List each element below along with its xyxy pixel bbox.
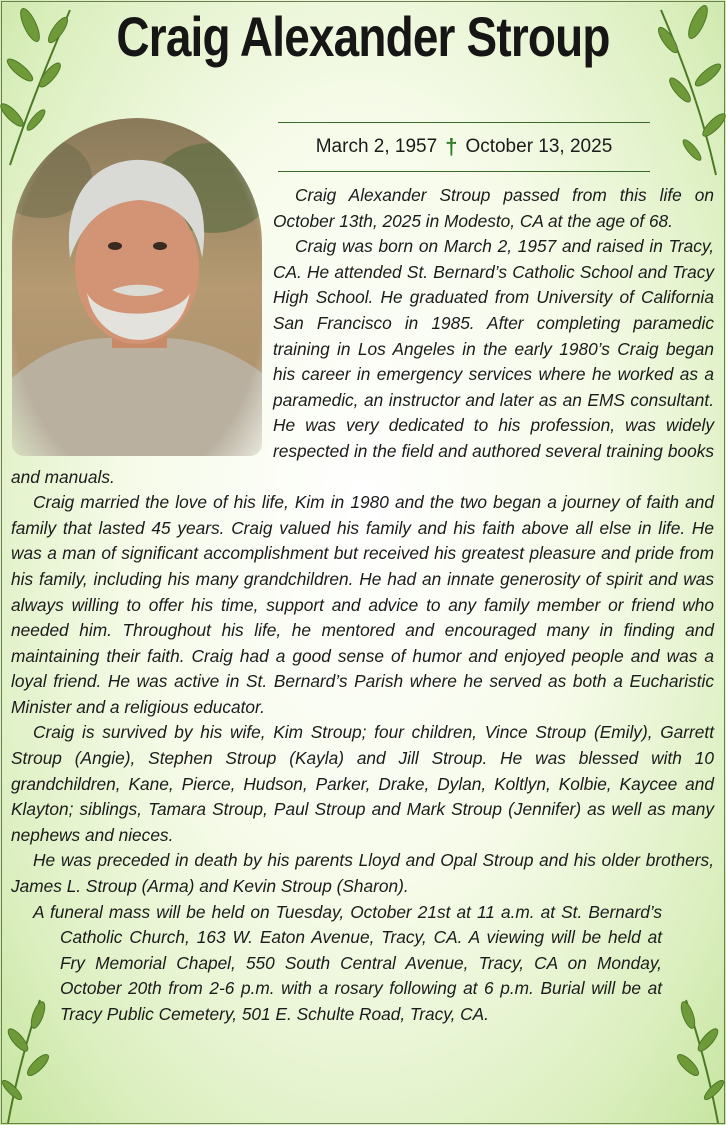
obituary-paragraph: Craig married the love of his life, Kim in 1980 and the two began a journey of faith and family that lasted 45 years. Craig valued his family and his faith above all else in life. He was a man of significant accomplishment but received his greatest pleasure and pride from his family, including his many grandchildren. He had an innate generosity of spirit and was always willing to offer his time, support and advice to any family member or friend who needed him. Throughout his life, he mentored and encouraged many in finding and maintaining their faith. Craig had a good sense of humor and enjoyed people and was a loyal friend. He was active in St. Bernard’s Parish where he served as both a Eucharistic Minister and a religious educator.: [11, 492, 714, 717]
obituary-paragraph: Craig Alexander Stroup passed from this life on October 13th, 2025 in Modesto, CA at the age of 68.: [273, 185, 714, 231]
death-date: October 13, 2025: [465, 136, 613, 157]
cross-icon: †: [445, 134, 458, 159]
service-details: A funeral mass will be held on Tuesday, October 21st at 11 a.m. at St. Bernard’s Catholic Church, 163 W. Eaton Avenue, Tracy, CA. A viewing will be held at Fry Memorial Chapel, 550 South Central Avenue, Tracy, CA on Monday, October 20th from 2-6 p.m. with a rosary following at 6 p.m. Burial will be at Tracy Public Cemetery, 501 E. Schulte Road, Tracy, CA.: [33, 901, 662, 1024]
obituary-text: [11, 183, 714, 1028]
obituary-paragraph: Craig is survived by his wife, Kim Stroup; four children, Vince Stroup (Emily), Garrett Stroup (Angie), Stephen Stroup (Kayla) and Jill Stroup. He was blessed with 10 grandchildren, Kane, Pierce, Hudson, Parker, Drake, Dylan, Koltlyn, Kolbie, Kaycee and Klayton; siblings, Tamara Stroup, Paul Stroup and Mark Stroup (Jennifer) as well as many nephews and nieces.: [11, 722, 714, 845]
obituary-paragraph: He was preceded in death by his parents Lloyd and Opal Stroup and his older brothers, James L. Stroup (Arma) and Kevin Stroup (Sharon).: [11, 850, 714, 897]
photo-float-spacer: [11, 183, 273, 463]
obituary-paragraph: Craig was born on March 2, 1957 and raised in Tracy, CA. He attended St. Bernard’s Catholic School and Tracy High School. He graduated from University of California San Francisco in 1985. After completing paramedic training in Los Angeles in the early 1980’s Craig began his career in emergency services where he worked as a paramedic, an instructor and later as an EMS consultant. He was very dedicated to his profession, was widely respected in the field and authored several training books and manuals.: [11, 236, 714, 487]
birth-date: March 2, 1957: [315, 136, 438, 157]
life-dates: [278, 122, 650, 172]
page-title: Craig Alexander Stroup: [116, 5, 610, 68]
